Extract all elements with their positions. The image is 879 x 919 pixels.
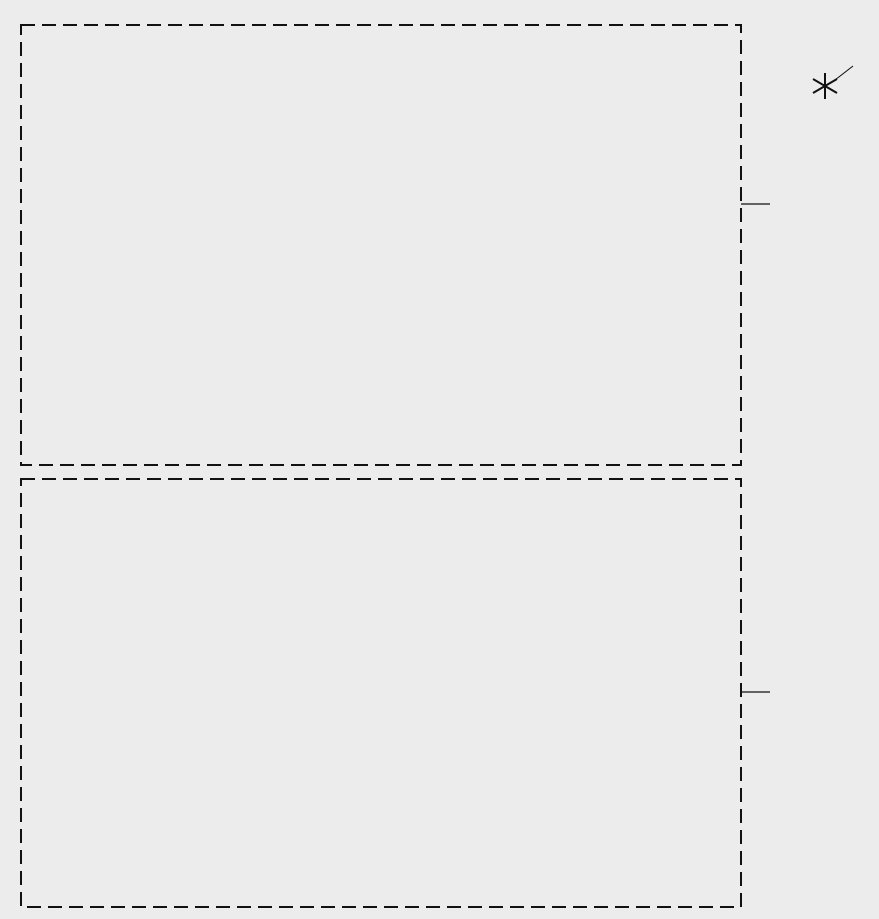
group-1-box	[21, 25, 741, 465]
group-5-box	[21, 479, 741, 907]
accessory-asterisk-icon	[813, 66, 853, 99]
